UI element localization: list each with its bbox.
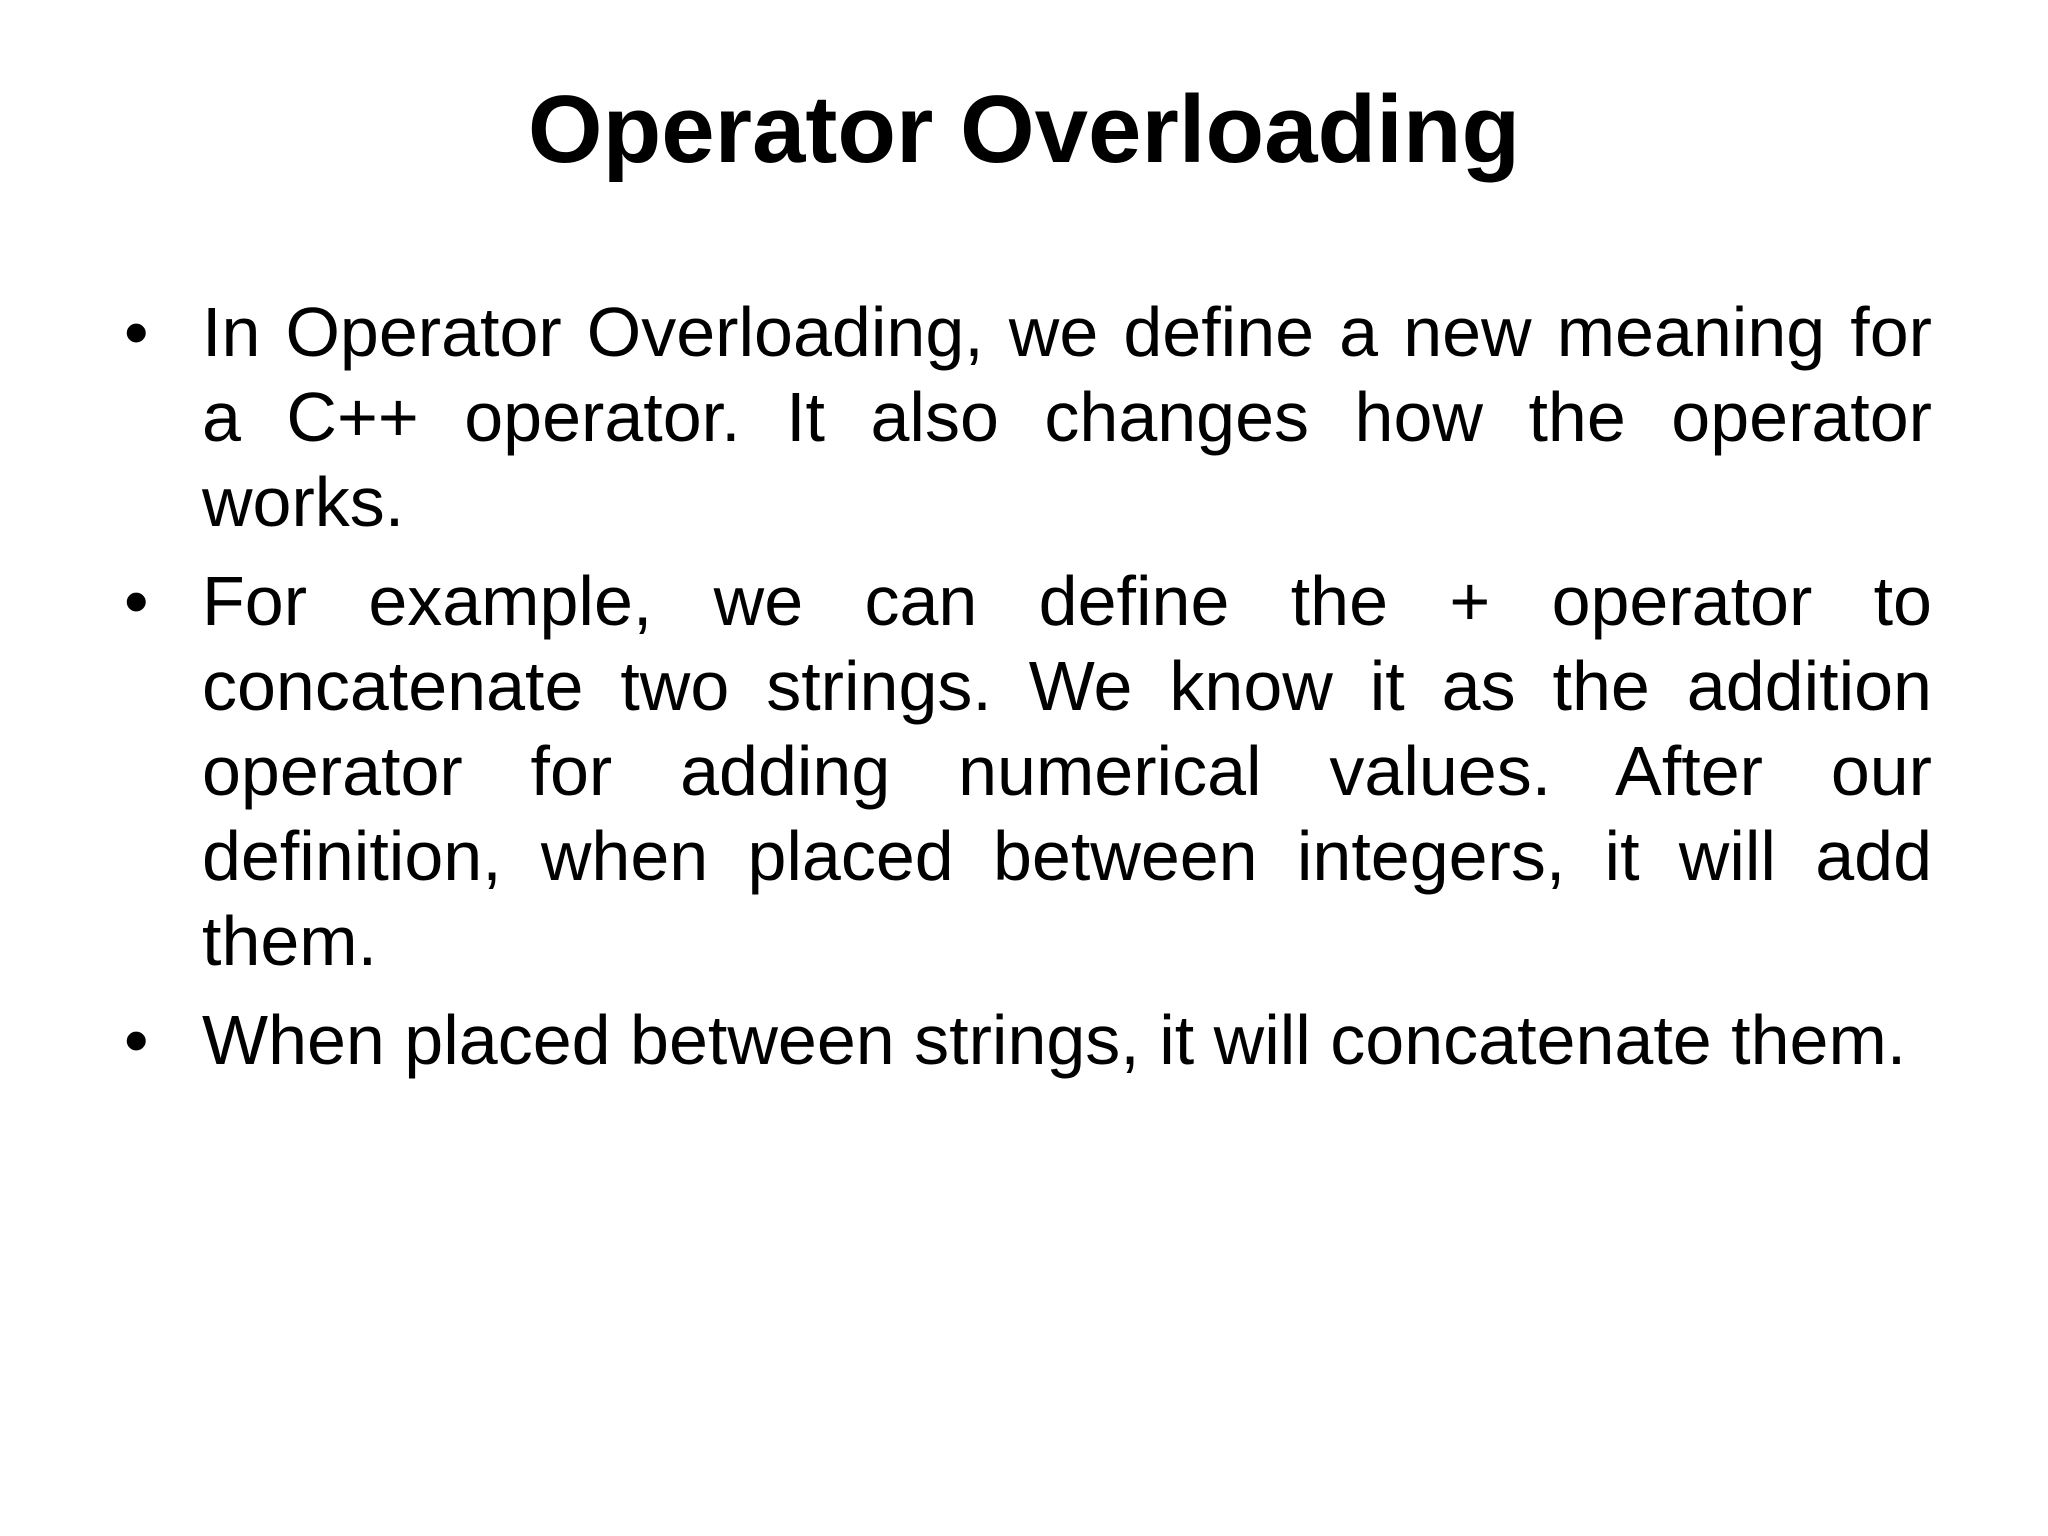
bullet-dot-icon: • bbox=[124, 1001, 149, 1079]
bullet-item-3 bbox=[120, 998, 1932, 1083]
bullet-text-3: When placed between strings, it will concatenate them. bbox=[202, 1001, 1907, 1079]
slide-title: Operator Overloading bbox=[527, 76, 1521, 183]
bullet-text-2: For example, we can define the + operator to concatenate two strings. We know it as the addition operator for adding numerical values. After our definition, when placed between integers, it will add them. bbox=[202, 562, 1932, 980]
bullet-dot-icon: • bbox=[124, 562, 149, 640]
bullet-item-1 bbox=[120, 290, 1932, 545]
bullet-text-1: In Operator Overloading, we define a new meaning for a C++ operator. It also changes how the operator works. bbox=[202, 293, 1932, 541]
bullet-item-2 bbox=[120, 559, 1932, 984]
bullet-list bbox=[120, 290, 1932, 1097]
bullet-dot-icon: • bbox=[124, 293, 149, 371]
